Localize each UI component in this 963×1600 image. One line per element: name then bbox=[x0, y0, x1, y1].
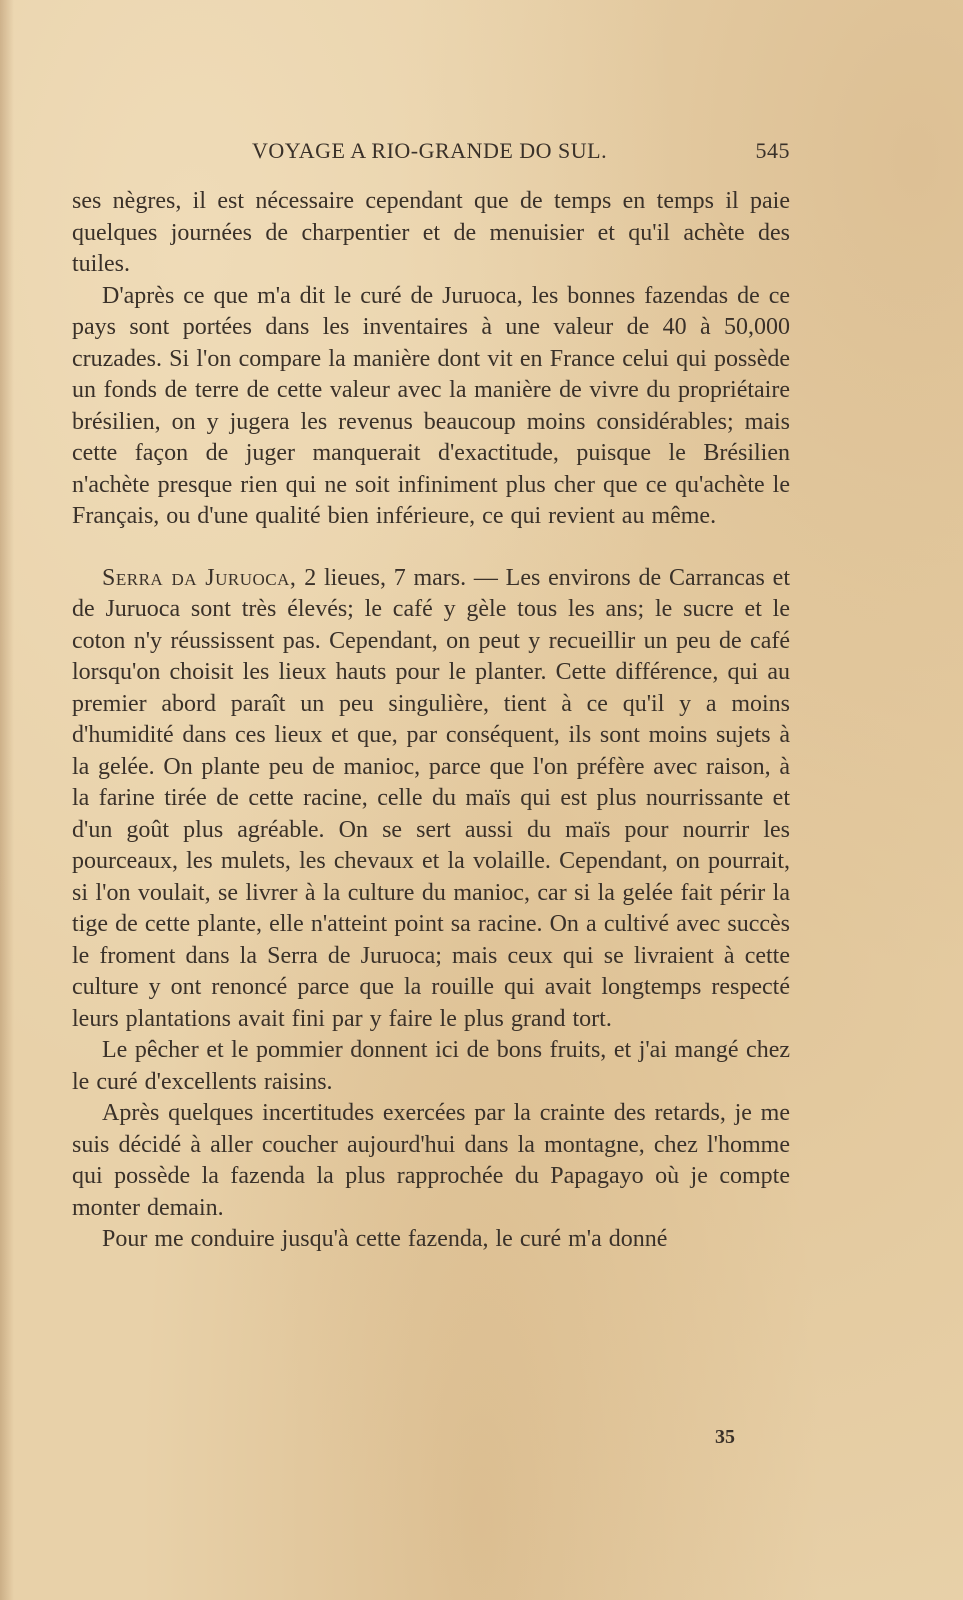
dated-entry-paragraph bbox=[72, 563, 790, 1036]
body-text bbox=[72, 186, 790, 1256]
running-title: VOYAGE A RIO-GRANDE DO SUL. bbox=[252, 138, 608, 163]
paragraph-continued: ses nègres, il est nécessaire cependant que de temps en temps il paie quelques journées de charpentier et de menuisier et qu'il achète des tuiles. bbox=[72, 188, 790, 277]
paragraph: Pour me conduire jusqu'à cette fazenda, le curé m'a donné bbox=[102, 1226, 668, 1252]
paragraph: Après quelques incertitudes exercées par la crainte des retards, je me suis décidé à aller coucher aujourd'hui dans la montagne, chez l'homme qui possède la fazenda la plus rapprochée du Papagayo où je compte monter demain. bbox=[72, 1100, 790, 1221]
entry-text: 2 lieues, 7 mars. — Les environs de Carrancas et de Juruoca sont très élevés; le café y gèle tous les ans; le sucre et le coton n'y réussissent pas. Cependant, on peut y recueillir un peu de café lorsqu'on choisit les lieux hauts pour le planter. Cette différence, qui au premier abord paraît un peu singulière, tient à ce qu'il y a moins d'humidité dans ces lieux et que, par conséquent, ils sont moins sujets à la gelée. On plante peu de manioc, parce que l'on préfère avec raison, à la farine tirée de cette racine, celle du maïs qui est plus nourrissante et d'un goût plus agréable. On se sert aussi du maïs pour nourrir les pourceaux, les mulets, les chevaux et la volaille. Cependant, on pourrait, si l'on voulait, se livrer à la culture du manioc, car si la gelée fait périr la tige de cette plante, elle n'atteint point sa racine. On a cultivé avec succès le froment dans la Serra de Juruoca; mais ceux qui se livraient à cette culture y ont renoncé parce que la rouille qui avait longtemps respecté leurs plantations avait fini par y faire le plus grand tort. bbox=[72, 564, 790, 1032]
page-number: 545 bbox=[755, 138, 790, 163]
entry-heading: Serra da Juruoca, bbox=[102, 564, 297, 591]
page-spine-shadow bbox=[0, 0, 14, 1600]
printer-signature-mark: 35 bbox=[715, 1426, 735, 1448]
paragraph: D'après ce que m'a dit le curé de Juruoca, les bonnes fazendas de ce pays sont portées dans les inventaires à une valeur de 40 à 50,000 cruzades. Si l'on compare la manière dont vit en France celui qui possède un fonds de terre de cette valeur avec la manière de vivre du propriétaire brésilien, on y jugera les revenus beaucoup moins considérables; mais cette façon de juger manquerait d'exactitude, puisque le Brésilien n'achète presque rien qui ne soit infiniment plus cher que ce qu'achète le Français, ou d'une qualité bien inférieure, ce qui revient au même. bbox=[72, 282, 790, 529]
running-head bbox=[72, 134, 790, 164]
paragraph: Le pêcher et le pommier donnent ici de bons fruits, et j'ai mangé chez le curé d'excellents raisins. bbox=[72, 1037, 790, 1095]
